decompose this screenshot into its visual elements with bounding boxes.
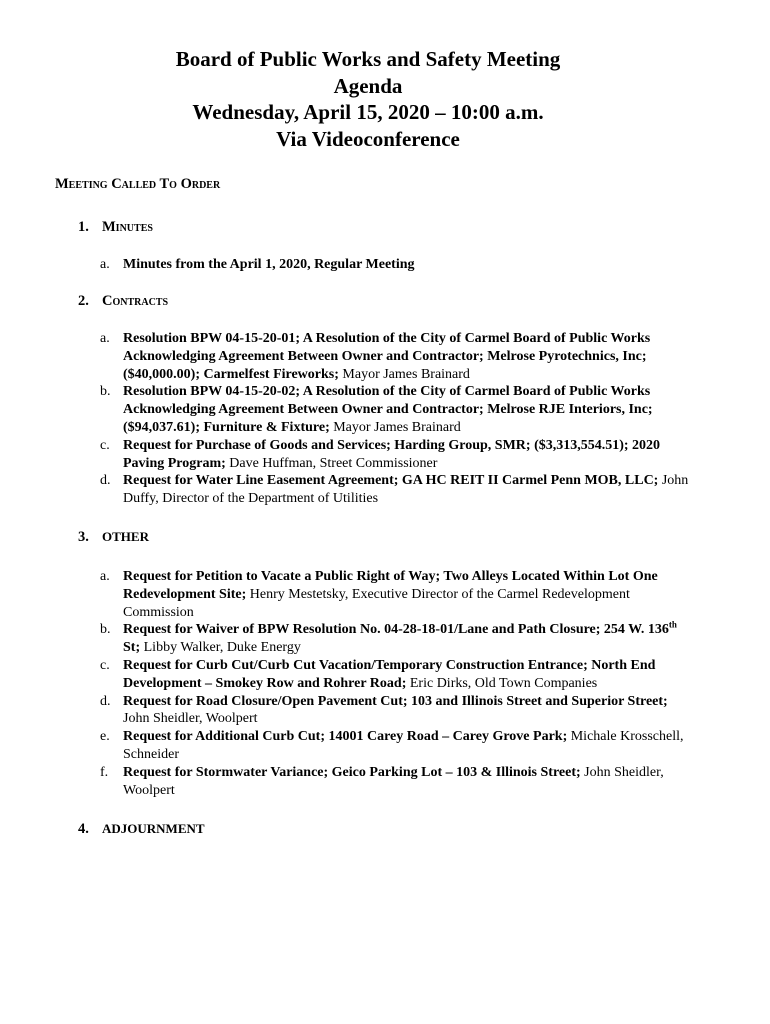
title-line-3: Wednesday, April 15, 2020 – 10:00 a.m. (192, 100, 544, 124)
item-title: Request for Purchase of Goods and Services; Harding Group, SMR; ($3,313,554.51); 2020 Paving Program; (123, 437, 661, 471)
section-title: OTHER (102, 529, 149, 544)
list-item (100, 437, 690, 473)
item-presenter: Dave Huffman, Street Commissioner (225, 455, 438, 471)
item-title: Request for Petition to Vacate a Public Right of Way; Two Alleys Located Within Lot One Redevelopment Site; (123, 569, 658, 602)
section-contracts (78, 293, 168, 310)
item-title-end: St; (123, 640, 141, 656)
section-minutes (78, 219, 153, 236)
list-item (100, 568, 690, 621)
list-item (100, 693, 690, 729)
section-title: ADJOURNMENT (102, 821, 205, 836)
item-presenter: Eric Dirks, Old Town Companies (406, 675, 598, 691)
minutes-list (100, 256, 690, 274)
section-title: Minutes (102, 219, 153, 235)
section-title: Contracts (102, 293, 169, 309)
list-item (100, 728, 690, 764)
section-number: 3. (78, 529, 89, 545)
item-title: Resolution BPW 04-15-20-02; A Resolution of the City of Carmel Board of Public Works Acknowledging Agreement Between Owner and Contractor; Melrose RJE Interiors, Inc; ($94,037.61); Furniture & Fixture; (123, 384, 653, 435)
item-presenter: Libby Walker, Duke Energy (140, 640, 301, 656)
section-number: 4. (78, 821, 89, 837)
item-presenter: Mayor James Brainard (329, 419, 461, 435)
section-adjournment (78, 821, 205, 838)
item-marker: f. (100, 764, 109, 780)
list-item (100, 472, 690, 508)
list-item (100, 657, 690, 693)
item-title: Request for Curb Cut/Curb Cut Vacation/Temporary Construction Entrance; North End Development – Smokey Row and Rohrer Road; (123, 657, 656, 691)
item-title: Resolution BPW 04-15-20-01; A Resolution of the City of Carmel Board of Public Works Acknowledging Agreement Between Owner and Contractor; Melrose Pyrotechnics, Inc; ($40,000.00); Carmelfest Fireworks; (123, 331, 651, 382)
item-title: Request for Stormwater Variance; Geico Parking Lot – 103 & Illinois Street; (123, 764, 581, 780)
item-title: Request for Water Line Easement Agreement; GA HC REIT II Carmel Penn MOB, LLC; (123, 473, 659, 489)
meeting-called-to-order: Meeting Called To Order (55, 176, 221, 192)
section-number: 2. (78, 293, 89, 309)
section-number: 1. (78, 219, 89, 235)
ordinal-suffix: th (668, 619, 677, 630)
contracts-list (100, 330, 690, 508)
item-marker: d. (100, 473, 111, 489)
title-line-1: Board of Public Works and Safety Meeting (175, 47, 561, 71)
list-item (100, 383, 690, 436)
title-line-2: Agenda (333, 73, 403, 98)
item-presenter: Michale Krosschell, Schneider (123, 729, 684, 762)
item-marker: e. (100, 729, 110, 745)
list-item (100, 621, 690, 657)
item-marker: b. (100, 622, 111, 638)
item-presenter: Henry Mestetsky, Executive Director of the Carmel Redevelopment Commission (123, 586, 630, 620)
item-title: Minutes from the April 1, 2020, Regular Meeting (123, 257, 415, 272)
title-line-4: Via Videoconference (276, 126, 460, 151)
agenda-title (0, 46, 736, 152)
item-marker: b. (100, 384, 111, 400)
item-title-text: Request for Waiver of BPW Resolution No. 04-28-18-01/Lane and Path Closure; 254 W. 136 (123, 622, 669, 638)
item-title: Request for Additional Curb Cut; 14001 Carey Road – Carey Grove Park; (123, 729, 568, 745)
item-marker: a. (100, 569, 110, 584)
list-item (100, 256, 690, 274)
item-marker: c. (100, 657, 110, 673)
list-item (100, 330, 690, 383)
item-marker: d. (100, 693, 111, 709)
item-presenter: John Sheidler, Woolpert (123, 764, 664, 798)
item-marker: a. (100, 257, 110, 272)
other-list (100, 568, 690, 799)
item-marker: a. (100, 331, 110, 346)
item-title: Request for Road Closure/Open Pavement Cut; 103 and Illinois Street and Superior Street; (123, 693, 668, 709)
item-marker: c. (100, 437, 110, 453)
section-other (78, 529, 149, 546)
item-presenter: Mayor James Brainard (338, 366, 470, 382)
item-presenter: John Duffy, Director of the Department of Utilities (123, 473, 689, 507)
item-presenter: John Sheidler, Woolpert (123, 711, 258, 727)
list-item (100, 764, 690, 800)
